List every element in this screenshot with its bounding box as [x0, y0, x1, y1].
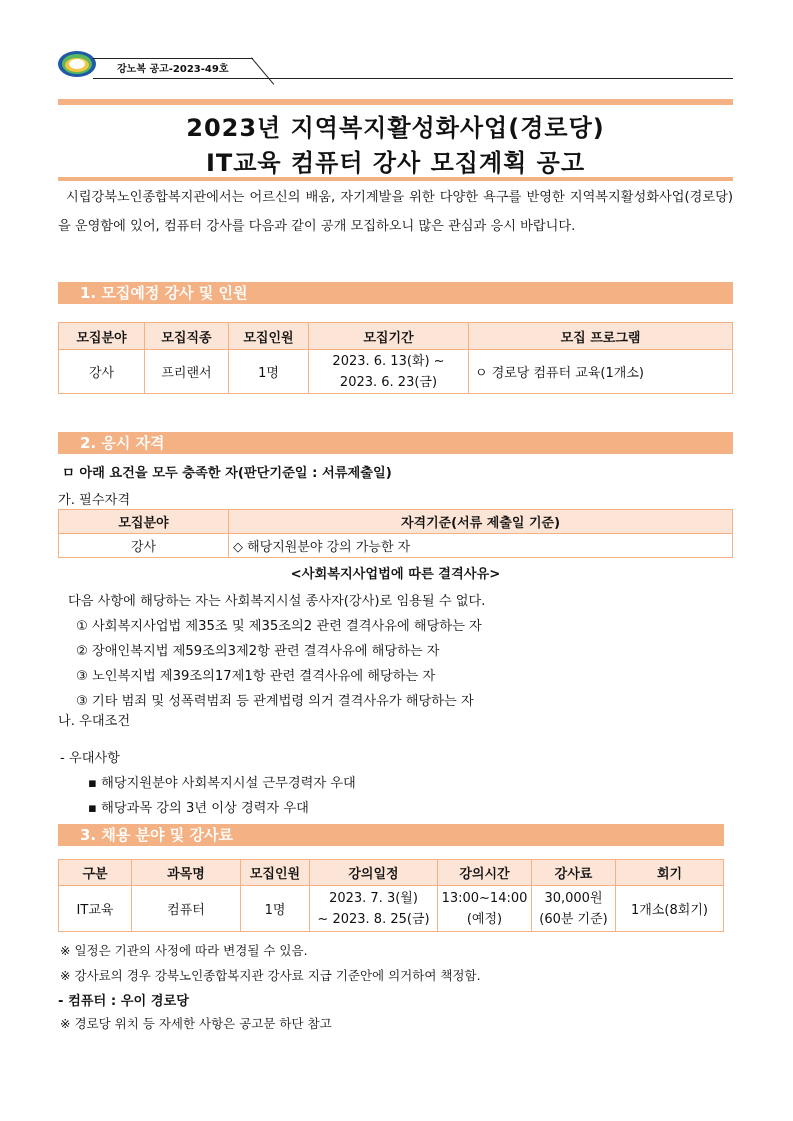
recruit-field: 강사: [59, 350, 145, 394]
recruit-period-start: 2023. 6. 13(화) ~: [332, 353, 445, 369]
qual-col-field: 모집분야: [59, 510, 229, 534]
recruit-col-period: 모집기간: [309, 323, 469, 350]
preference-title: - 우대사항: [60, 751, 120, 766]
fee-time-note: (예정): [466, 911, 503, 927]
section-2-heading: 2. 응시 자격: [80, 434, 165, 452]
title-bottom-bar: [58, 177, 733, 181]
fee-time: [438, 886, 532, 932]
qual-col-criteria: 자격기준(서류 제출일 기준): [229, 510, 733, 534]
fee-col-count: 모집인원: [241, 860, 310, 886]
intro-paragraph: 시립강북노인종합복지관에서는 어르신의 배움, 자기계발을 위한 다양한 욕구를 반영한 지역복지활성화사업(경로당)을 운영함에 있어, 컴퓨터 강사를 다음과 같이 공개 모집하오니 많은 관심과 응시 바랍니다.: [58, 190, 733, 234]
required-qualification-label: 가. 필수자격: [58, 493, 131, 508]
fee-category: IT교육: [59, 886, 132, 932]
title-line-1: 2023년 지역복지활성화사업(경로당): [186, 114, 605, 142]
fee-amount-value: 30,000원: [544, 890, 603, 906]
header-rule: [93, 78, 733, 79]
fee-sessions: 1개소(8회기): [616, 886, 724, 932]
fee-amount: [532, 886, 616, 932]
fee-count: 1명: [241, 886, 310, 932]
eligibility-condition: ㅁ 아래 요건을 모두 충족한 자(판단기준일 : 서류제출일): [62, 466, 392, 481]
section-1-heading: 1. 모집예정 강사 및 인원: [80, 284, 248, 302]
recruit-job: 프리랜서: [145, 350, 229, 394]
recruit-count: 1명: [229, 350, 309, 394]
header-divider: [251, 57, 274, 84]
preference-item: ▪ 해당지원분야 사회복지시설 근무경력자 우대: [88, 776, 356, 791]
section-1-bar: [58, 282, 733, 304]
disqualification-item: ② 장애인복지법 제59조의3제2항 관련 결격사유에 해당하는 자: [76, 644, 440, 659]
fee-col-category: 구분: [59, 860, 132, 886]
note-schedule: ※ 일정은 기관의 사정에 따라 변경될 수 있음.: [60, 943, 308, 958]
note-fee: ※ 강사료의 경우 강북노인종합복지관 강사료 지급 기준안에 의거하여 책정함.: [60, 968, 481, 983]
qualification-table: [58, 509, 733, 558]
location-line: - 컴퓨터 : 우이 경로당: [58, 994, 190, 1009]
recruit-period: [309, 350, 469, 394]
fee-col-subject: 과목명: [132, 860, 241, 886]
recruit-col-count: 모집인원: [229, 323, 309, 350]
fee-col-schedule: 강의일정: [310, 860, 438, 886]
disqualification-title: <사회복지사업법에 따른 결격사유>: [290, 567, 501, 582]
recruit-table: [58, 322, 733, 394]
disqualification-item: ③ 기타 범죄 및 성폭력범죄 등 관계법령 의거 결격사유가 해당하는 자: [76, 694, 474, 709]
recruit-col-program: 모집 프로그램: [469, 323, 733, 350]
location-note: ※ 경로당 위치 등 자세한 사항은 공고문 하단 참고: [60, 1016, 332, 1031]
title-top-bar: [58, 99, 733, 105]
fee-schedule: [310, 886, 438, 932]
qual-field: 강사: [59, 534, 229, 558]
fee-amount-basis: (60분 기준): [539, 911, 608, 927]
notice-number: 강노복 공고-2023-49호: [93, 58, 253, 82]
fee-col-time: 강의시간: [438, 860, 532, 886]
preference-label: 나. 우대조건: [58, 714, 131, 729]
section-3-heading: 3. 채용 분야 및 강사료: [80, 826, 233, 844]
fee-schedule-start: 2023. 7. 3(월): [329, 890, 418, 906]
recruit-period-end: 2023. 6. 23(금): [339, 374, 438, 390]
qual-criteria: ◇ 해당지원분야 강의 가능한 자: [229, 534, 733, 558]
disqualification-intro: 다음 사항에 해당하는 자는 사회복지시설 종사자(강사)로 임용될 수 없다.: [68, 594, 486, 609]
fee-schedule-end: ~ 2023. 8. 25(금): [317, 911, 430, 927]
fee-time-range: 13:00~14:00: [441, 890, 528, 906]
disqualification-item: ① 사회복지사업법 제35조 및 제35조의2 관련 결격사유에 해당하는 자: [76, 619, 482, 634]
fee-table: [58, 859, 724, 932]
preference-item: ▪ 해당과목 강의 3년 이상 경력자 우대: [88, 801, 309, 816]
recruit-col-field: 모집분야: [59, 323, 145, 350]
recruit-program: ㅇ 경로당 컴퓨터 교육(1개소): [469, 350, 733, 394]
section-2-bar: [58, 432, 733, 454]
section-3-bar: [58, 824, 724, 846]
title-line-2: IT교육 컴퓨터 강사 모집계획 공고: [205, 149, 586, 177]
fee-subject: 컴퓨터: [132, 886, 241, 932]
fee-col-fee: 강사료: [532, 860, 616, 886]
recruit-col-job: 모집직종: [145, 323, 229, 350]
disqualification-item: ③ 노인복지법 제39조의17제1항 관련 결격사유에 해당하는 자: [76, 669, 436, 684]
fee-col-sessions: 회기: [616, 860, 724, 886]
